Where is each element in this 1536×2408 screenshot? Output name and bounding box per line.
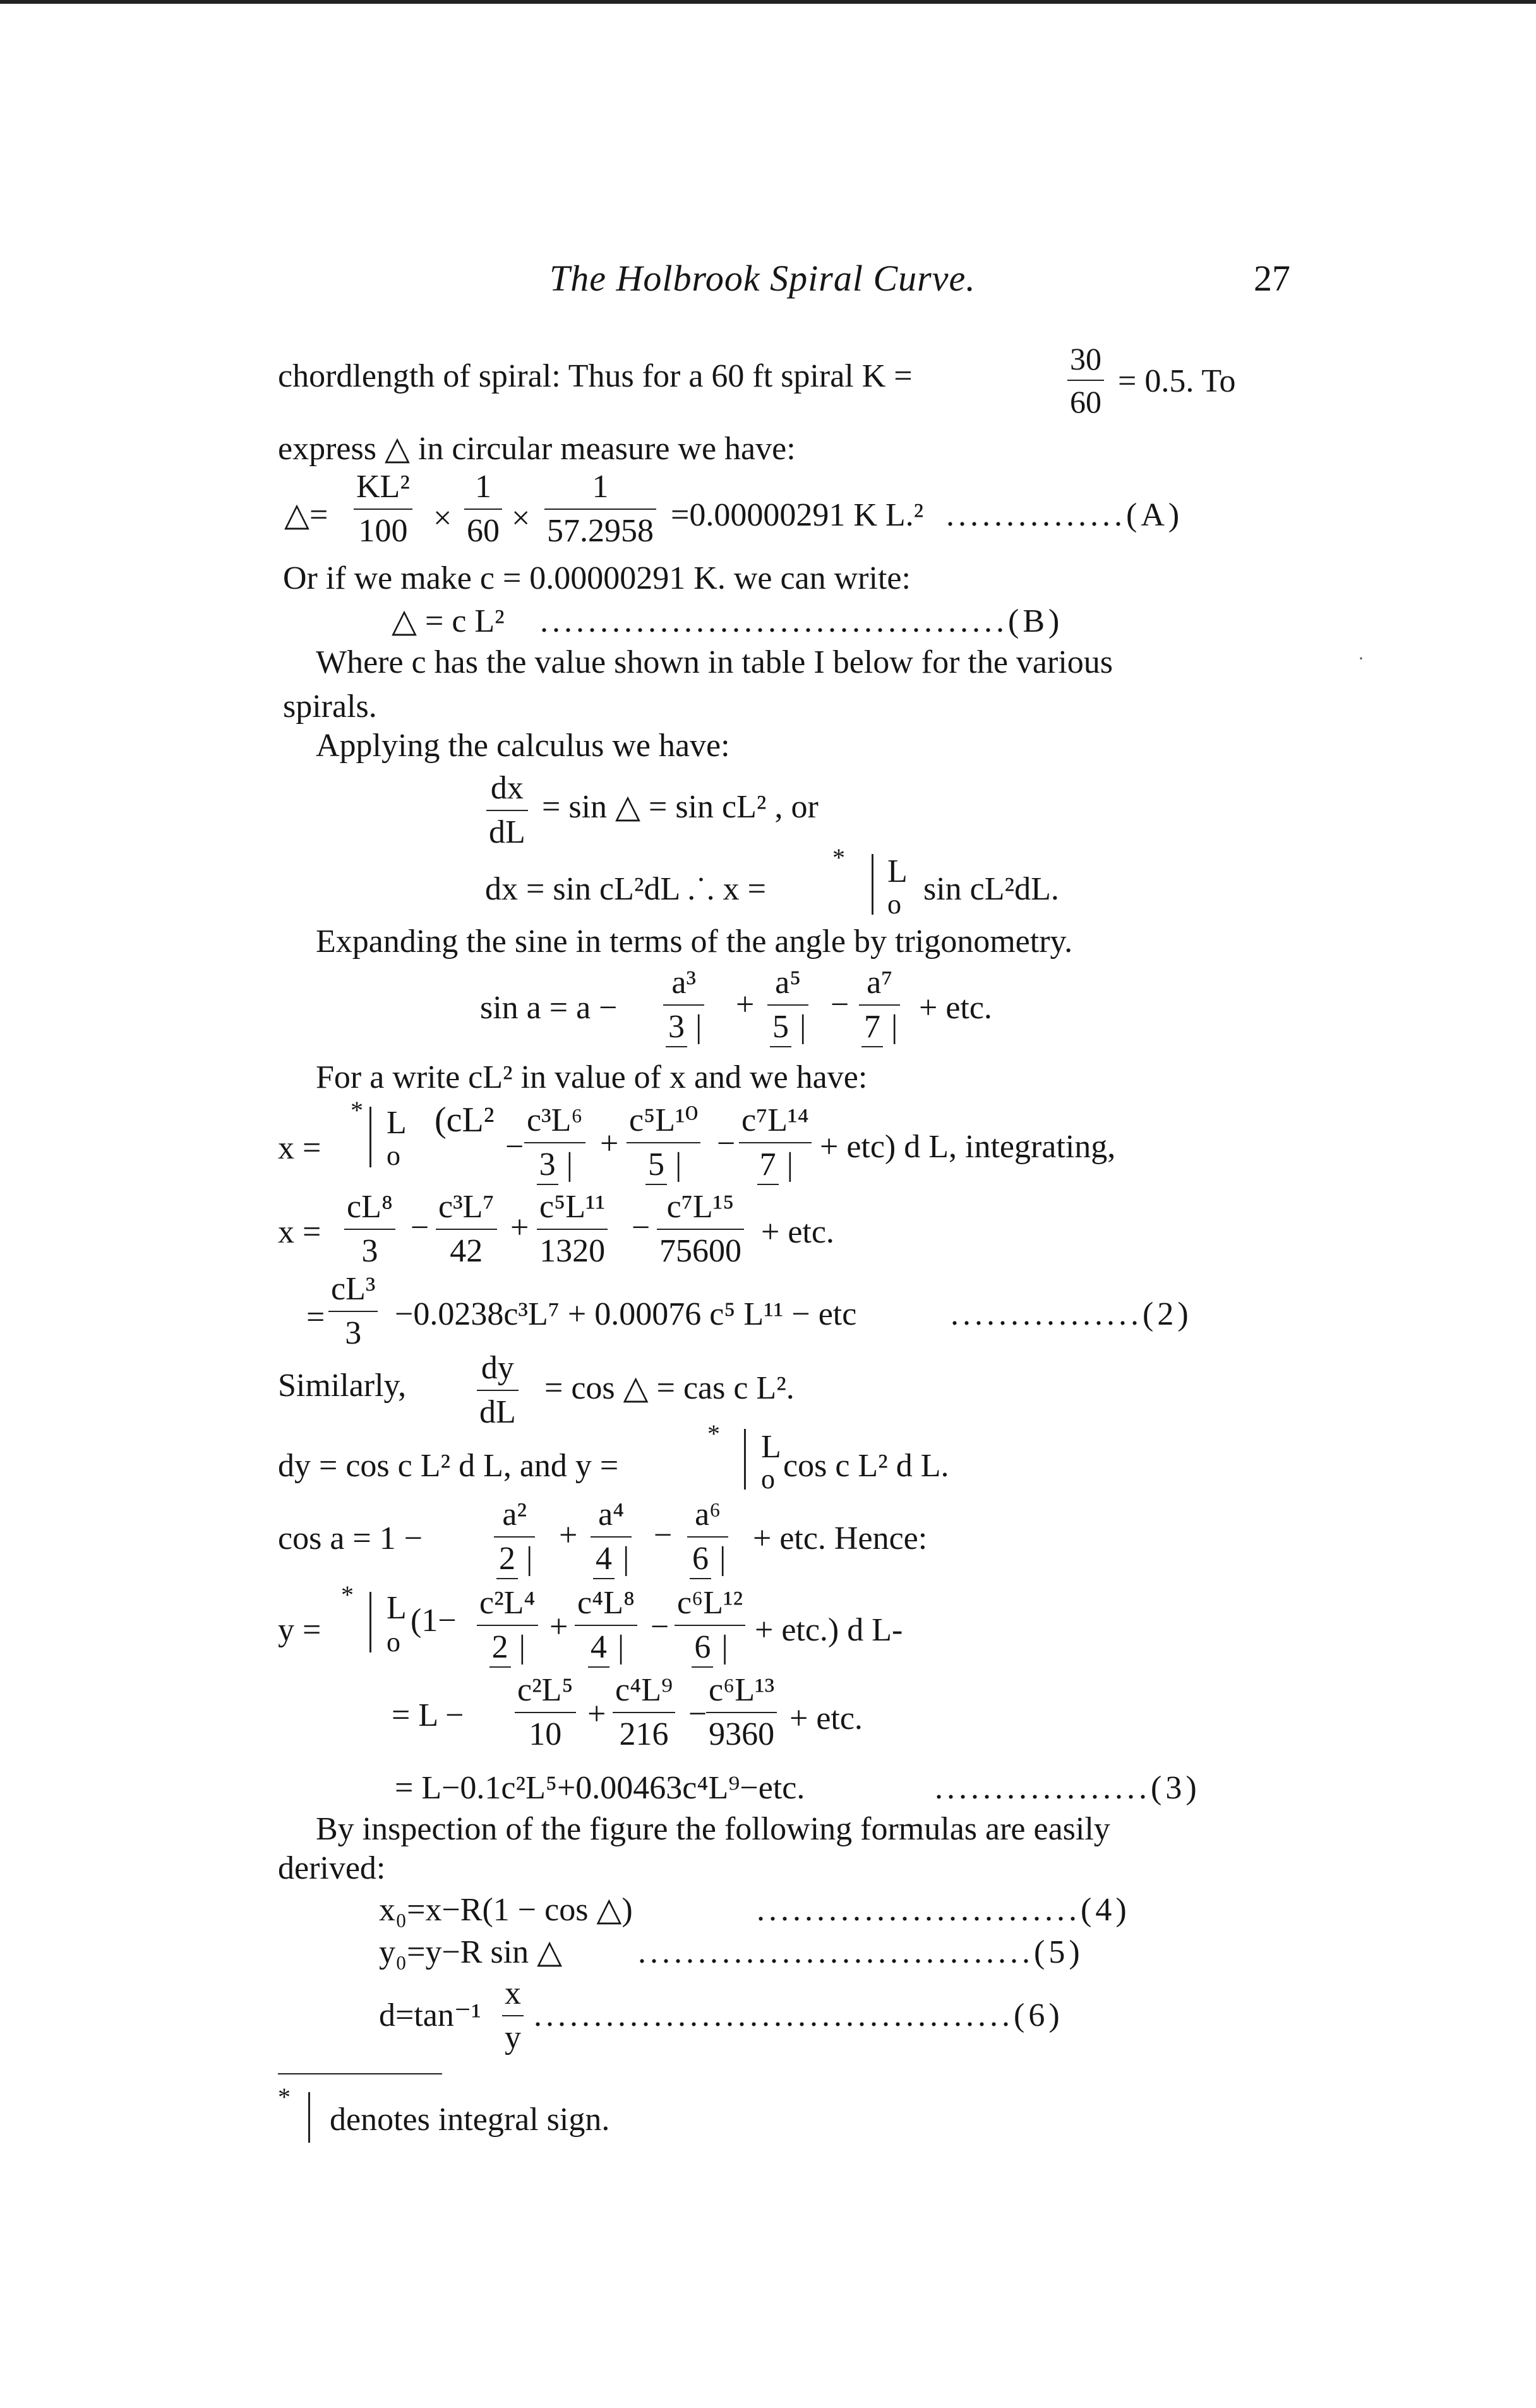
x2-num-3: c⁵L¹¹ xyxy=(539,1189,606,1225)
integral-star-3: * xyxy=(707,1419,720,1448)
sin-plus-1: + xyxy=(736,987,755,1023)
x2-num-4: c⁷L¹⁵ xyxy=(666,1189,735,1225)
eq-a-den-1: 100 xyxy=(354,509,412,548)
y-den-3: 6 | xyxy=(675,1625,745,1668)
factorial-7: 7 xyxy=(861,1011,883,1047)
eq-a-frac-1 xyxy=(354,471,412,548)
text-line-spirals: spirals. xyxy=(283,689,377,725)
x-num-1: c³L⁶ xyxy=(527,1102,583,1138)
eq-3: = L−0.1c²L⁵+0.00463c⁴L⁹−etc. xyxy=(395,1770,805,1806)
x2-rest: + etc. xyxy=(761,1214,834,1250)
eq-dx-integral-lhs: dx = sin cL²dL .˙. x = xyxy=(485,871,766,907)
x-den-2: 5 | xyxy=(627,1142,700,1185)
factorial-2: 2 xyxy=(496,1543,518,1579)
footnote-integral-sign xyxy=(308,2092,310,2143)
factorial-6: 6 xyxy=(690,1543,711,1579)
x2-num-2: c³L⁷ xyxy=(438,1189,495,1225)
sin-frac-1 xyxy=(663,966,704,1047)
x3-num: cL³ xyxy=(331,1271,376,1307)
y2-den-2: 216 xyxy=(613,1712,675,1751)
integral-lower-1: o xyxy=(887,889,901,920)
formula-6-frac xyxy=(502,1977,524,2054)
eq-a-frac-3 xyxy=(544,471,656,548)
integral-lower-2: o xyxy=(387,1140,400,1171)
cos-num-3: a⁶ xyxy=(695,1496,721,1532)
text-line-chordlength: chordlength of spiral: Thus for a 60 ft spiral K = xyxy=(278,358,913,394)
x2-plus-2: + xyxy=(510,1210,529,1246)
sin-frac-2 xyxy=(767,966,808,1047)
formula-6-lhs: d=tan⁻¹ xyxy=(379,1997,481,2033)
formula-6-tag: ........................................(6) xyxy=(534,1997,1064,2033)
integral-sign-4 xyxy=(369,1592,371,1652)
y2-den-3: 9360 xyxy=(706,1712,777,1751)
integral-upper-1: L xyxy=(887,853,908,889)
eq-b-tag: .......................................(B) xyxy=(540,603,1064,639)
integral-sign-2 xyxy=(369,1107,371,1167)
dy-integral-rest: cos c L² d L. xyxy=(783,1448,949,1484)
x-num-3: c⁷L¹⁴ xyxy=(741,1102,809,1138)
integral-star-2: * xyxy=(351,1096,363,1124)
y-den-2: 4 | xyxy=(575,1625,637,1668)
factorial-2b: 2 xyxy=(489,1631,511,1668)
y2-den-1: 10 xyxy=(515,1712,576,1751)
cos-frac-2 xyxy=(591,1498,632,1579)
x3-den: 3 xyxy=(328,1311,378,1350)
sin-den-3: 7 | xyxy=(859,1004,900,1047)
formula-4-tag: ...........................(4) xyxy=(757,1892,1131,1928)
sin-num-3: a⁷ xyxy=(867,965,893,1001)
y2-plus-1: + xyxy=(587,1696,606,1732)
sin-series-rest: + etc. xyxy=(919,990,992,1026)
y2-minus-2: − xyxy=(688,1696,707,1732)
eq-a-times-2: × xyxy=(512,500,531,536)
x2-den-3: 1320 xyxy=(537,1229,608,1268)
formula-4: x₀=x−R(1 − cos △) xyxy=(379,1892,633,1928)
text-line-chordlength-end: = 0.5. To xyxy=(1118,363,1236,399)
eq-a-times-1: × xyxy=(433,500,452,536)
x-frac-3 xyxy=(739,1104,812,1185)
x3-rest: −0.0238c³L⁷ + 0.00076 c⁵ L¹¹ − etc xyxy=(395,1296,857,1332)
formula-5: y₀=y−R sin △ xyxy=(379,1934,563,1970)
integral-star-4: * xyxy=(341,1580,354,1609)
text-line-where: Where c has the value shown in table I below for the various xyxy=(316,644,1113,680)
cos-num-1: a² xyxy=(502,1496,527,1532)
eq-dx-integral-rest: sin cL²dL. xyxy=(923,871,1059,907)
x3-eq: = xyxy=(306,1299,325,1335)
x-series-paren: (cL² xyxy=(435,1100,495,1140)
y2-frac-2 xyxy=(613,1674,675,1751)
sin-series-lhs: sin a = a − xyxy=(480,990,618,1026)
fraction-30-over-60 xyxy=(1067,343,1104,418)
x-num-2: c⁵L¹⁰ xyxy=(629,1102,699,1138)
cos-minus-2: − xyxy=(654,1517,673,1553)
x2-num-1: cL⁸ xyxy=(347,1189,393,1225)
eq-2-tag: ................(2) xyxy=(951,1296,1192,1332)
cos-frac-1 xyxy=(494,1498,535,1579)
x-den-1: 3 | xyxy=(524,1142,585,1185)
sin-frac-3 xyxy=(859,966,900,1047)
y-series-minus-2: − xyxy=(651,1609,669,1645)
y2-num-2: c⁴L⁹ xyxy=(615,1672,673,1708)
formula-6-den: y xyxy=(502,2015,524,2054)
factorial-3: 3 xyxy=(666,1011,687,1047)
x3-frac xyxy=(328,1273,378,1350)
dy-dl-frac xyxy=(477,1352,519,1429)
x2-frac-2 xyxy=(436,1191,497,1268)
eq-a-frac-2 xyxy=(464,471,502,548)
eq-dx-dl-rest: = sin △ = sin cL² , or xyxy=(542,789,819,825)
y-series-rest: + etc.) d L- xyxy=(755,1612,903,1648)
x2-minus-3: − xyxy=(632,1210,651,1246)
integral-sign-1 xyxy=(872,854,873,915)
cos-den-1: 2 | xyxy=(494,1536,535,1579)
x-series-rest: + etc) d L, integrating, xyxy=(820,1129,1116,1165)
x2-den-2: 42 xyxy=(436,1229,497,1268)
y2-frac-1 xyxy=(515,1674,576,1751)
scan-top-edge xyxy=(0,0,1536,4)
text-line-or-if: Or if we make c = 0.00000291 K. we can write: xyxy=(283,560,911,596)
text-line-applying: Applying the calculus we have: xyxy=(316,728,730,764)
x-integrated-lhs: x = xyxy=(278,1214,321,1250)
eq-dx-num: dx xyxy=(490,770,524,806)
x-series-plus-1: + xyxy=(600,1126,619,1162)
y-frac-3 xyxy=(675,1587,745,1668)
dy-num: dy xyxy=(481,1350,514,1386)
y2-num-1: c²L⁵ xyxy=(517,1672,573,1708)
sin-den-2: 5 | xyxy=(767,1004,808,1047)
x-series-minus-2: − xyxy=(717,1126,736,1162)
y-frac-1 xyxy=(477,1587,538,1668)
x2-den-1: 3 xyxy=(344,1229,395,1268)
cos-num-2: a⁴ xyxy=(598,1496,625,1532)
x2-frac-3 xyxy=(537,1191,608,1268)
cos-frac-3 xyxy=(687,1498,728,1579)
sin-num-2: a⁵ xyxy=(775,965,801,1001)
fraction-denominator: 60 xyxy=(1067,380,1104,418)
integral-lower-3: o xyxy=(761,1464,775,1495)
text-line-by-inspection: By inspection of the figure the following formulas are easily xyxy=(316,1811,1110,1847)
cos-series-lhs: cos a = 1 − xyxy=(278,1520,423,1556)
x-frac-1 xyxy=(524,1104,585,1185)
factorial-4: 4 xyxy=(593,1543,615,1579)
eq-a-result: =0.00000291 K L.² xyxy=(671,497,924,533)
page-number: 27 xyxy=(1254,258,1290,299)
x-den-3: 7 | xyxy=(739,1142,812,1185)
eq-dx-dl-frac xyxy=(486,772,528,849)
x2-den-4: 75600 xyxy=(657,1229,744,1268)
factorial-3b: 3 xyxy=(537,1148,558,1185)
y2-lhs: = L − xyxy=(392,1697,464,1733)
stray-mark: · xyxy=(1358,648,1364,669)
sin-minus-2: − xyxy=(831,987,849,1023)
y-series-paren: (1− xyxy=(411,1603,457,1639)
eq-a-num-1: KL² xyxy=(356,469,410,505)
eq-dx-den: dL xyxy=(486,810,528,849)
footnote-rule xyxy=(278,2073,442,2074)
integral-lower-4: o xyxy=(387,1627,400,1658)
factorial-5: 5 xyxy=(770,1011,791,1047)
similarly-label: Similarly, xyxy=(278,1368,407,1404)
y-num-1: c²L⁴ xyxy=(479,1585,536,1621)
x2-minus-1: − xyxy=(411,1210,429,1246)
eq-a-num-3: 1 xyxy=(592,469,609,505)
cos-plus-1: + xyxy=(559,1517,578,1553)
similarly-rest: = cos △ = cas c L². xyxy=(544,1370,795,1406)
running-head-title: The Holbrook Spiral Curve. xyxy=(549,258,976,299)
eq-a-lhs: △= xyxy=(284,497,328,533)
y-series-lhs: y = xyxy=(278,1612,321,1648)
eq-a-num-2: 1 xyxy=(475,469,491,505)
factorial-6b: 6 xyxy=(692,1631,713,1668)
fraction-numerator: 30 xyxy=(1070,341,1101,376)
factorial-4b: 4 xyxy=(588,1631,609,1668)
x-frac-2 xyxy=(627,1104,700,1185)
sin-den-1: 3 | xyxy=(663,1004,704,1047)
sin-num-1: a³ xyxy=(671,965,697,1001)
integral-star-1: * xyxy=(832,843,845,872)
cos-den-3: 6 | xyxy=(687,1536,728,1579)
formula-5-tag: .................................(5) xyxy=(638,1934,1084,1970)
x2-frac-4 xyxy=(657,1191,744,1268)
integral-upper-2: L xyxy=(387,1105,407,1141)
y2-num-3: c⁶L¹³ xyxy=(709,1672,775,1708)
x2-frac-1 xyxy=(344,1191,395,1268)
cos-den-2: 4 | xyxy=(591,1536,632,1579)
eq-a-tag: ...............(A) xyxy=(946,497,1184,533)
y-num-3: c⁶L¹² xyxy=(677,1585,743,1621)
y2-rest: + etc. xyxy=(789,1701,863,1737)
y-frac-2 xyxy=(575,1587,637,1668)
y-num-2: c⁴L⁸ xyxy=(577,1585,635,1621)
eq-b: △ = c L² xyxy=(392,603,505,639)
dy-integral-lhs: dy = cos c L² d L, and y = xyxy=(278,1448,619,1484)
eq-3-tag: ..................(3) xyxy=(935,1770,1201,1806)
y2-frac-3 xyxy=(706,1674,777,1751)
factorial-5b: 5 xyxy=(645,1148,667,1185)
text-line-for-a: For a write cL² in value of x and we have: xyxy=(316,1059,868,1095)
dy-den: dL xyxy=(477,1390,519,1429)
factorial-7b: 7 xyxy=(757,1148,779,1185)
eq-a-den-3: 57.2958 xyxy=(544,509,656,548)
integral-upper-4: L xyxy=(387,1590,407,1626)
integral-sign-3 xyxy=(744,1429,746,1490)
footnote-text: denotes integral sign. xyxy=(330,2102,610,2138)
text-line-derived: derived: xyxy=(278,1850,386,1886)
x-series-minus-0: − xyxy=(505,1129,524,1165)
footnote-star: * xyxy=(278,2083,291,2111)
x-series-lhs: x = xyxy=(278,1130,321,1166)
eq-a-den-2: 60 xyxy=(464,509,502,548)
y-den-1: 2 | xyxy=(477,1625,538,1668)
y-series-plus-1: + xyxy=(549,1609,568,1645)
text-line-express: express △ in circular measure we have: xyxy=(278,431,796,467)
integral-upper-3: L xyxy=(761,1429,781,1465)
formula-6-num: x xyxy=(505,1975,521,2011)
text-line-expanding: Expanding the sine in terms of the angle by trigonometry. xyxy=(316,924,1073,960)
cos-series-rest: + etc. Hence: xyxy=(753,1520,928,1556)
